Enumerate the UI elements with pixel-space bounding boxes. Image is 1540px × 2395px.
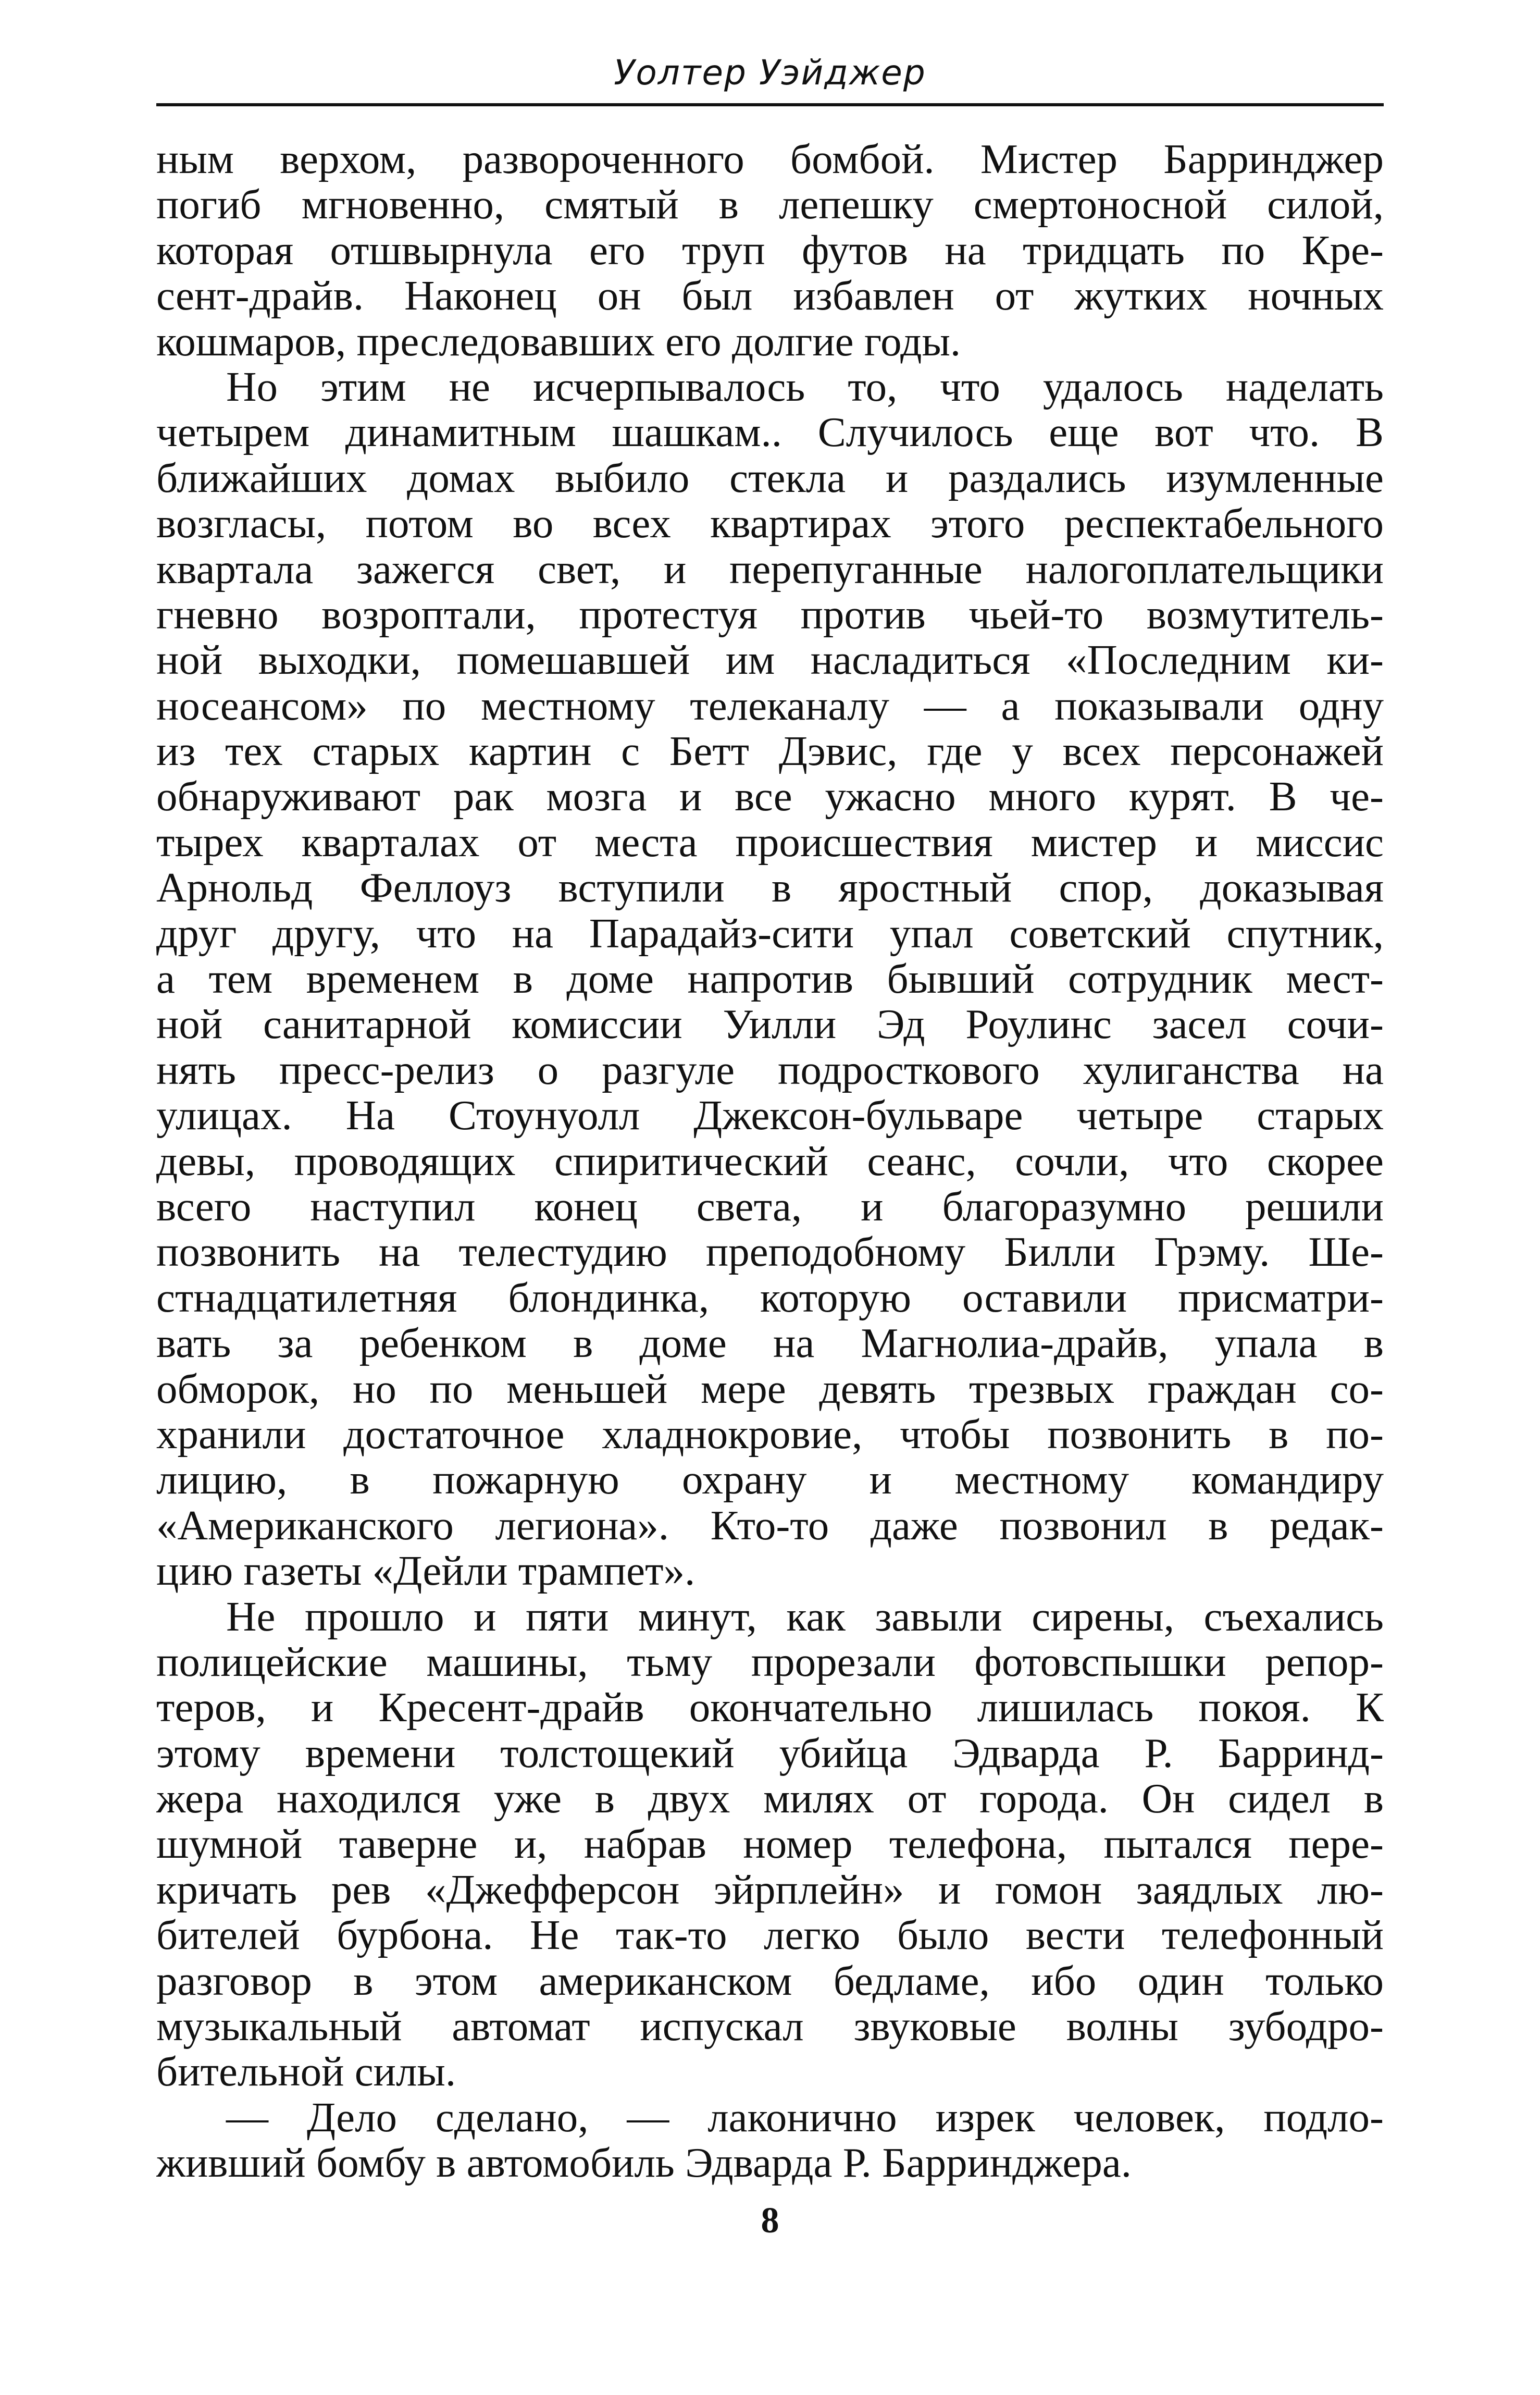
text-line: музыкальный автомат испускал звуковые волны зубодро- [156,2004,1384,2050]
text-line: Арнольд Феллоуз вступили в яростный спор, доказывая [156,865,1384,911]
text-line: квартала зажегся свет, и перепуганные налогоплательщики [156,546,1384,592]
text-line: обнаруживают рак мозга и все ужасно много курят. В че- [156,774,1384,820]
text-line: кричать рев «Джефферсон эйрплейн» и гомон заядлых лю- [156,1867,1384,1913]
text-line: жера находился уже в двух милях от города. Он сидел в [156,1776,1384,1822]
text-line: ной выходки, помешавшей им насладиться «Последним ки- [156,637,1384,683]
text-line: позвонить на телестудию преподобному Билли Грэму. Ше- [156,1229,1384,1275]
text-line: Но этим не исчерпывалось то, что удалось наделать [226,364,1384,410]
text-line: нять пресс-релиз о разгуле подросткового хулиганства на [156,1047,1384,1093]
page-number: 8 [761,2201,779,2241]
text-line: всего наступил конец света, и благоразумно решили [156,1183,1384,1230]
text-line: обморок, но по меньшей мере девять трезвых граждан со- [156,1366,1384,1412]
text-line: четырем динамитным шашкам.. Случилось еще вот что. В [156,410,1384,455]
text-line: гневно возроптали, протестуя против чьей-то возмутитель- [156,591,1384,638]
text-line: разговор в этом американском бедламе, ибо один только [156,1958,1384,2004]
text-line: — Дело сделано, — лаконично изрек человек, подло- [226,2094,1384,2141]
text-line: ной санитарной комиссии Уилли Эд Роулинс засел сочи- [156,1002,1384,1047]
body-text [156,137,1384,2186]
text-line: Не прошло и пяти минут, как завыли сирены, съехались [226,1594,1384,1639]
text-line: кошмаров, преследовавших его долгие годы. [156,318,961,364]
text-line: этому времени толстощекий убийца Эдварда Р. Барринд- [156,1730,1384,1776]
text-line: шумной таверне и, набрав номер телефона, пытался пере- [156,1821,1384,1867]
text-line: которая отшвырнула его труп футов на тридцать по Кре- [156,227,1384,274]
text-line: девы, проводящих спиритический сеанс, сочли, что скорее [156,1138,1384,1184]
text-line: ным верхом, развороченного бомбой. Мистер Барринджер [156,137,1384,182]
text-line: сент-драйв. Наконец он был избавлен от жутких ночных [156,273,1384,319]
text-line: лицию, в пожарную охрану и местному командиру [156,1457,1384,1503]
text-line: вать за ребенком в доме на Магнолиа-драйв, упала в [156,1320,1384,1366]
text-line: а тем временем в доме напротив бывший сотрудник мест- [156,956,1384,1002]
text-line: бительной силы. [156,2049,456,2095]
text-line: цию газеты «Дейли трампет». [156,1548,696,1594]
text-line: «Американского легиона». Кто-то даже позвонил в редак- [156,1502,1384,1549]
text-line: бителей бурбона. Не так-то легко было вести телефонный [156,1912,1384,1958]
text-line: полицейские машины, тьму прорезали фотовспышки репор- [156,1639,1384,1685]
text-line: тырех кварталах от места происшествия мистер и миссис [156,819,1384,866]
text-line: возгласы, потом во всех квартирах этого респектабельного [156,501,1384,547]
text-line: погиб мгновенно, смятый в лепешку смертоносной силой, [156,182,1384,228]
text-line: из тех старых картин с Бетт Дэвис, где у всех персонажей [156,729,1384,774]
text-line: ближайших домах выбило стекла и раздались изумленные [156,455,1384,501]
header-rule [156,103,1384,106]
text-line: теров, и Кресент-драйв окончательно лишилась покоя. К [156,1685,1384,1731]
text-line: стнадцатилетняя блондинка, которую оставили присматри- [156,1275,1384,1321]
text-line: живший бомбу в автомобиль Эдварда Р. Барринджера. [156,2140,1132,2186]
text-line: хранили достаточное хладнокровие, чтобы позвонить в по- [156,1411,1384,1458]
text-line: улицах. На Стоунуолл Джексон-бульваре четыре старых [156,1093,1384,1139]
running-head: Уолтер Уэйджер [614,53,926,93]
text-line: носеансом» по местному телеканалу — а показывали одну [156,683,1384,729]
text-line: друг другу, что на Парадайз-сити упал советский спутник, [156,910,1384,957]
